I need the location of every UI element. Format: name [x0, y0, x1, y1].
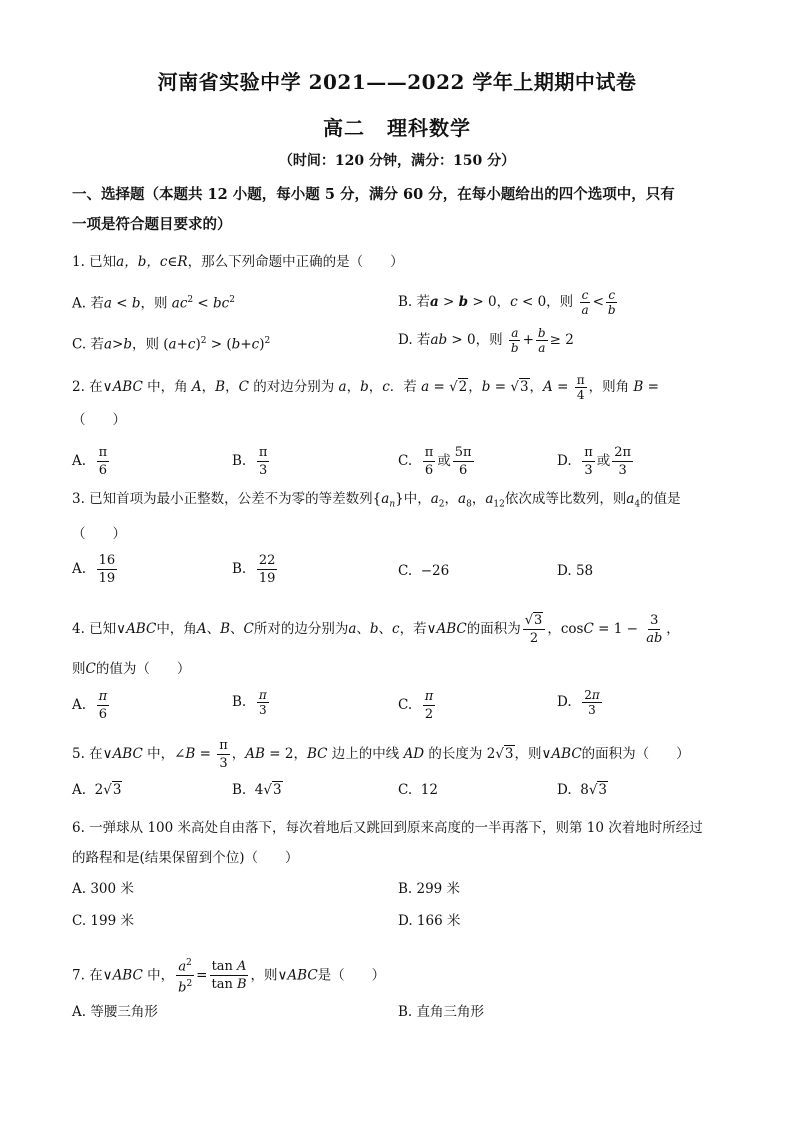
- question-6-option-d: D. 166 米: [398, 913, 461, 929]
- question-5-option-d: D. 8√3: [557, 782, 608, 798]
- question-5-option-c: C. 12: [398, 782, 438, 798]
- question-3-option-d: D. 58: [557, 563, 594, 579]
- exam-subtitle: [0, 112, 794, 141]
- question-6-option-a: A. 300 米: [72, 881, 134, 897]
- question-7-stem: 7. 在∨ABC 中， $\frac{a^2}{b^2}$ = $\frac{\text{tan A}}{\text{tan B}}$ ，则∨ABC是（ ）: [72, 955, 385, 997]
- question-4-option-b: B. $\frac{\pi}{3}$: [232, 688, 267, 717]
- question-5-stem: 5. 在∨ABC 中，∠B = $\frac{\pi}{3}$ ，AB = 2，BC 边上的中线 AD 的长度为 2√3，则∨ABC的面积为（ ）: [72, 738, 690, 771]
- section-heading: [72, 180, 722, 240]
- question-3-option-c: C. −26: [398, 563, 450, 579]
- question-3-paren: （ ）: [72, 526, 126, 542]
- question-1-option-b: B. 若a > b > 0，c < 0，则 $\frac{c}{a}$ < $\frac{c}{b}$: [398, 288, 616, 317]
- question-3-option-a: A. $\frac{16}{19}$: [72, 553, 116, 586]
- question-7-option-a: A. 等腰三角形: [72, 1004, 158, 1020]
- question-2-option-a: A. $\frac{\pi}{6}$: [72, 445, 108, 478]
- question-3-stem: 3. 已知首项为最小正整数，公差不为零的等差数列$\{a_n\}$中，$a_2$，$a_8$，$a_{12}$依次成等比数列，则$a_4$的值是: [72, 491, 681, 510]
- exam-title: 河南省实验中学 2021——2022 学年上期期中试卷: [157, 70, 637, 94]
- section-heading-line1: 一、选择题（本题共 12 小题，每小题 5 分，满分 60 分，在每小题给出的四个选项中，只有: [72, 186, 675, 203]
- question-2-paren: （ ）: [72, 412, 126, 428]
- question-5-option-b: B. 4√3: [232, 782, 282, 798]
- question-4-option-c: C. $\frac{\pi}{2}$: [398, 689, 434, 722]
- question-5-option-a: A. 2√3: [72, 782, 122, 798]
- question-3-option-b: B. $\frac{22}{19}$: [232, 553, 276, 586]
- question-1-stem: 1. 已知a，b，c∈R，那么下列命题中正确的是（ ）: [72, 254, 404, 270]
- exam-meta: （时间：120 分钟，满分：150 分）: [278, 153, 516, 169]
- question-2-option-b: B. $\frac{\pi}{3}$: [232, 445, 268, 478]
- question-2-stem: 2. 在∨ABC 中，角 A，B，C 的对边分别为 a，b，c．若 a = √2，b = √3，A = $\frac{\pi}{4}$ ，则角 B =: [72, 373, 659, 402]
- question-4-option-a: A. $\frac{\pi}{6}$: [72, 689, 108, 722]
- question-6-option-b: B. 299 米: [398, 881, 461, 897]
- question-2-option-d: D. $\frac{\pi}{3}$ 或 $\frac{2\pi}{3}$: [557, 445, 632, 478]
- section-heading-line2: 一项是符合题目要求的）: [72, 216, 232, 233]
- question-4-option-d: D. $\frac{2\pi}{3}$: [557, 688, 600, 717]
- question-6-option-c: C. 199 米: [72, 913, 134, 929]
- question-1-option-c: C. 若a>b，则 $(a+c)^2 > (b+c)^2$: [72, 336, 271, 353]
- question-4-stem: 4. 已知∨ABC中，角A、B、C所对的边分别为a、b、c，若∨ABC的面积为 $\frac{√3}{2}$ ，cosC = 1 − $\frac{3}{ab}$ ，: [72, 613, 680, 646]
- question-2-option-c: C. $\frac{\pi}{6}$ 或 $\frac{5\pi}{6}$: [398, 445, 472, 478]
- question-6-line2: 的路程和是(结果保留到个位)（ ）: [72, 850, 299, 866]
- grade-label: 高二: [323, 116, 365, 140]
- question-1-option-a: A. 若a < b，则 $ac^2 < bc^2$: [72, 295, 235, 312]
- question-7-option-b: B. 直角三角形: [398, 1004, 485, 1020]
- question-6-line1: 6. 一弹球从 100 米高处自由落下，每次着地后又跳回到原来高度的一半再落下，则第 10 次着地时所经过: [72, 820, 703, 836]
- question-1-option-d: D. 若ab > 0，则 $\frac{a}{b}$ + $\frac{b}{a}$ ≥ 2: [398, 326, 574, 355]
- question-4-line2: 则C的值为（ ）: [72, 661, 191, 677]
- subject-label: 理科数学: [387, 116, 471, 140]
